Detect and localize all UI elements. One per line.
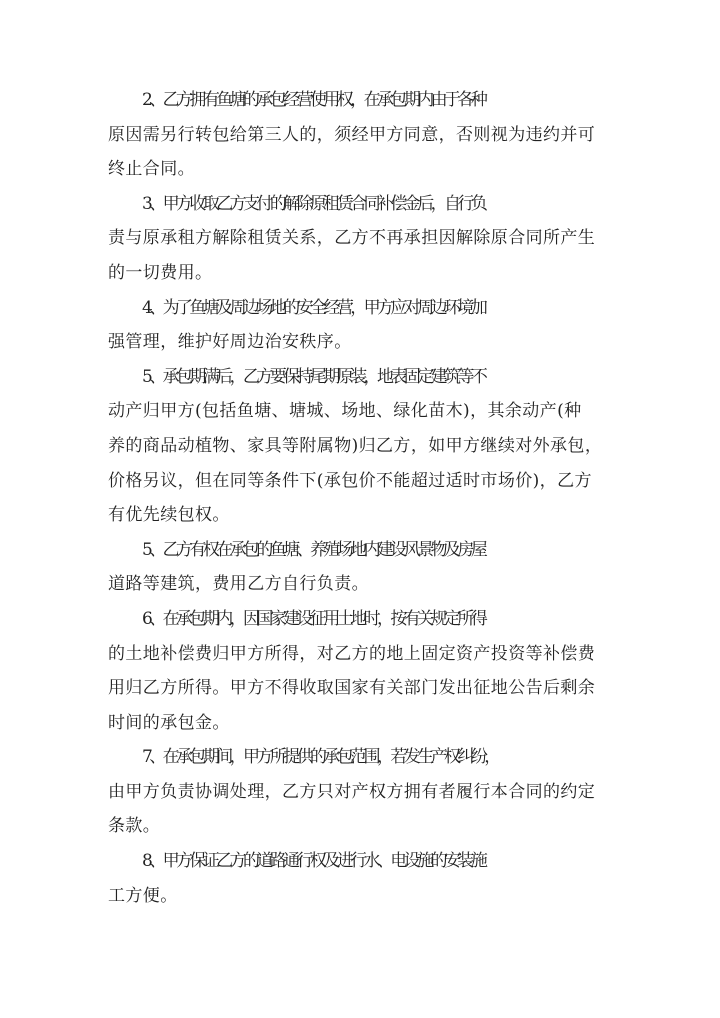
clause-paragraph: [108, 533, 614, 602]
text-line: 由甲方负责协调处理，乙方只对产权方拥有者履行本合同的约定: [108, 781, 596, 802]
text-line: 价格另议，但在同等条件下(承包价不能超过适时市场价)，乙方: [108, 470, 592, 491]
clause-paragraph: [108, 291, 614, 360]
text-line: 的土地补偿费归甲方所得，对乙方的地上固定资产投资等补偿费: [108, 643, 596, 664]
text-line: 终止合同。: [108, 159, 195, 180]
text-line: 的一切费用。: [108, 262, 213, 283]
text-line: 5、承包期满后，乙方要保持尾期原装，地表固定建筑等不: [142, 366, 485, 387]
clause-paragraph: [108, 187, 614, 291]
text-line: 用归乙方所得。甲方不得收取国家有关部门发出征地公告后剩余: [108, 678, 596, 699]
text-line: 8、甲方保证乙方的道路通行权及进行水、电设施的安装施: [142, 851, 485, 872]
text-line: 7、在承包期间，甲方所提供的承包范围，若发生产权纠纷，: [142, 747, 498, 768]
clause-paragraph: [108, 360, 614, 533]
text-line: 4、为了鱼塘及周边场地的安全经营，甲方应对周边环境加: [142, 297, 485, 318]
document-body: [108, 83, 614, 913]
text-line: 5、乙方有权在承包的鱼塘、养殖场地内建设风景物及房屋: [142, 539, 485, 560]
text-line: 原因需另行转包给第三人的，须经甲方同意，否则视为违约并可: [108, 124, 596, 145]
text-line: 条款。: [108, 816, 161, 837]
clause-paragraph: [108, 740, 614, 844]
text-line: 3、甲方收取乙方支付的解除原租赁合同补偿金后，自行负: [142, 193, 485, 214]
text-line: 时间的承包金。: [108, 712, 230, 733]
text-line: 6、在承包期内，因国家建设征用土地时，按有关规定所得: [142, 608, 485, 629]
text-line: 有优先续包权。: [108, 505, 230, 526]
text-line: 养的商品动植物、家具等附属物)归乙方，如甲方继续对外承包，: [108, 435, 603, 456]
clause-paragraph: [108, 83, 614, 187]
text-line: 强管理，维护好周边治安秩序。: [108, 332, 352, 353]
text-line: 2、乙方拥有鱼塘的承包经营使用权，在承包期内由于各种: [142, 90, 485, 110]
clause-paragraph: [108, 602, 614, 740]
text-line: 责与原承租方解除租赁关系，乙方不再承担因解除原合同所产生: [108, 228, 596, 249]
clause-paragraph: [108, 844, 614, 913]
text-line: 工方便。: [108, 885, 178, 906]
text-line: 动产归甲方(包括鱼塘、塘城、场地、绿化苗木)，其余动产(种: [108, 401, 582, 422]
text-line: 道路等建筑，费用乙方自行负责。: [108, 574, 369, 595]
